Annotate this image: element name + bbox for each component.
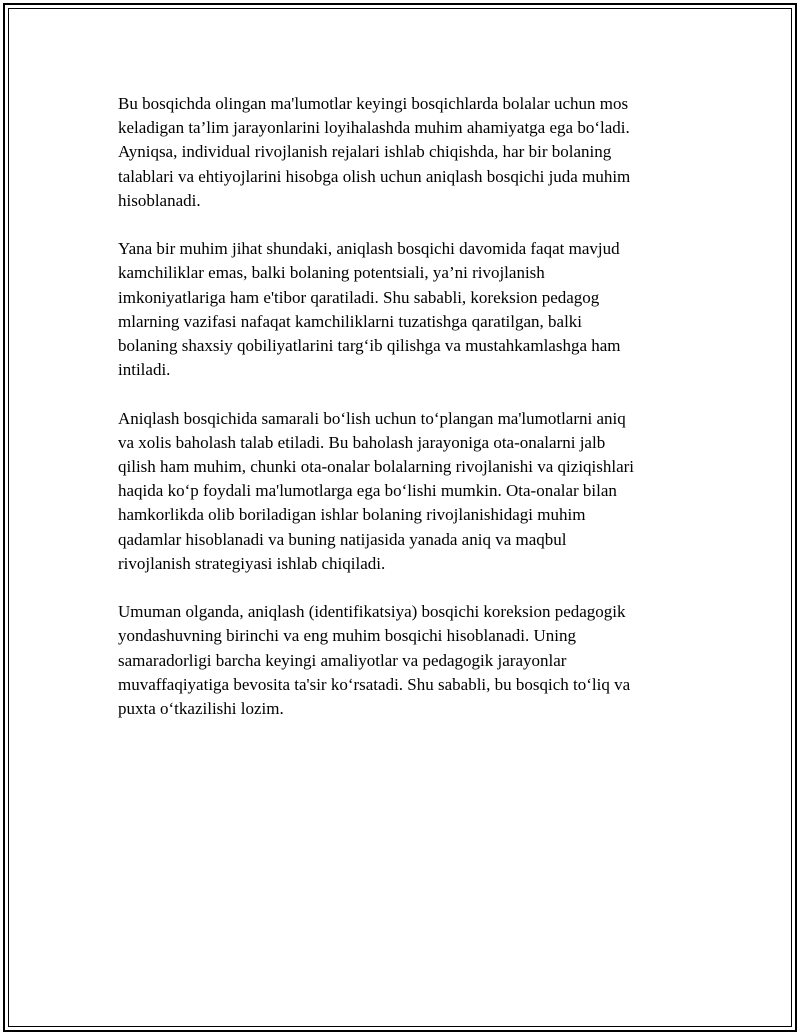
paragraph-4: Umuman olganda, aniqlash (identifikatsiya) bosqichi koreksion pedagogik yondashuvning birinchi va eng muhim bosqichi hisoblanadi. Uning samaradorligi barcha keyingi amaliyotlar va pedagogik jarayonlar muvaffaqiyatiga bevosita ta'sir ko‘rsatadi. Shu sababli, bu bosqich to‘liq va puxta o‘tkazilishi lozim. — [118, 602, 631, 719]
paragraph-1: Bu bosqichda olingan ma'lumotlar keyingi bosqichlarda bolalar uchun mos keladigan ta’lim jarayonlarini loyihalashda muhim ahamiyatga ega bo‘ladi. Ayniqsa, individual rivojlanish rejalari ishlab chiqishda, har bir bolaning talablari va ehtiyojlarini hisobga olish uchun aniqlash bosqichi juda muhim hisoblanadi. — [118, 94, 631, 210]
paragraph-2: Yana bir muhim jihat shundaki, aniqlash bosqichi davomida faqat mavjud kamchiliklar emas, balki bolaning potentsiali, ya’ni rivojlanish imkoniyatlariga ham e'tibor qaratiladi. Shu sababli, koreksion pedagog mlarning vazifasi nafaqat kamchiliklarni tuzatishga qaratilgan, balki bolaning shaxsiy qobiliyatlarini targ‘ib qilishga va mustahkamlashga ham intiladi. — [118, 239, 621, 380]
paragraph-3: Aniqlash bosqichida samarali bo‘lish uchun to‘plangan ma'lumotlarni aniq va xolis baholash talab etiladi. Bu baholash jarayoniga ota-onalarni jalb qilish ham muhim, chunki ota-onalar bolalarning rivojlanishi va qiziqishlari haqida ko‘p foydali ma'lumotlarga ega bo‘lishi mumkin. Ota-onalar bilan hamkorlikda olib boriladigan ishlar bolaning rivojlanishidagi muhim qadamlar hisoblanadi va buning natijasida yanada aniq va maqbul rivojlanish strategiyasi ishlab chiqiladi. — [118, 408, 635, 573]
document-body — [118, 92, 690, 745]
